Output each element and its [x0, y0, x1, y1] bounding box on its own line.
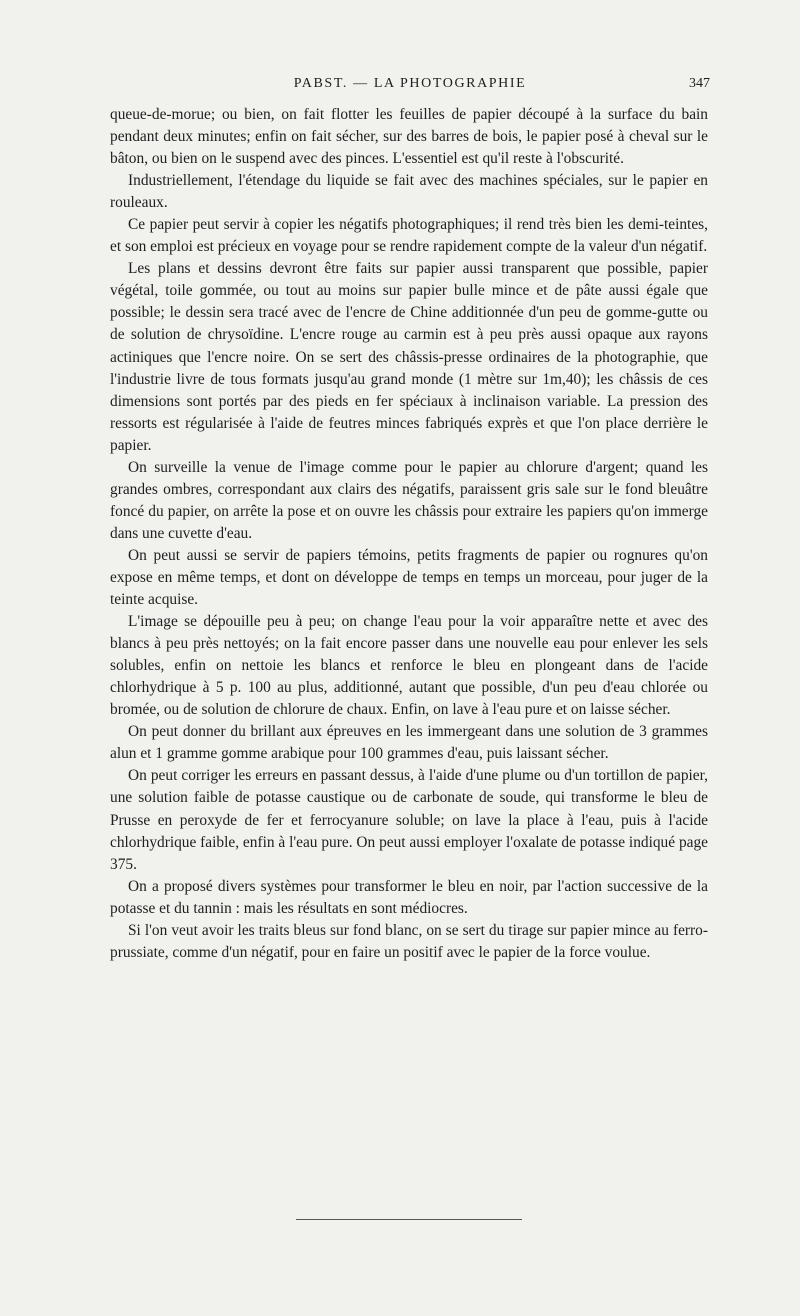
running-title: PABST. — LA PHOTOGRAPHIE [293, 76, 527, 91]
page-number: 347 [689, 76, 710, 91]
paragraph: queue-de-morue; ou bien, on fait flotter les feuilles de papier découpé à la surface du bain pendant deux minutes; enfin on fait sécher, sur des barres de bois, le papier posé à cheval sur le bâton, ou bien on le suspend avec des pinces. L'essentiel est qu'il reste à l'obscurité. [110, 106, 708, 168]
paragraph: Industriellement, l'étendage du liquide se fait avec des machines spéciales, sur le papier en rouleaux. [110, 172, 708, 212]
paragraph: L'image se dépouille peu à peu; on change l'eau pour la voir apparaître nette et avec des blancs à peu près nettoyés; on la fait encore passer dans une nouvelle eau pour enlever les sels solubles, enfin on nettoie les blancs et renforce le bleu en plongeant dans de l'acide chlorhydrique à 5 p. 100 au plus, additionné, autant que possible, d'un peu d'eau chlorée ou bromée, ou de solution de chlorure de chaux. Enfin, on lave à l'eau pure et on laisse sécher. [110, 613, 708, 719]
paragraph: Si l'on veut avoir les traits bleus sur fond blanc, on se sert du tirage sur papier mince au ferro-prussiate, comme d'un négatif, pour en faire un positif avec le papier de la force voulue. [110, 921, 708, 961]
paragraph: On peut corriger les erreurs en passant dessus, à l'aide d'une plume ou d'un tortillon de papier, une solution faible de potasse caustique ou de carbonate de soude, qui transforme le bleu de Prusse en peroxyde de fer et ferrocyanure soluble; on lave la place à l'eau, puis à l'acide chlorhydrique faible, enfin à l'eau pure. On peut aussi employer l'oxalate de potasse indiqué page 375. [110, 767, 708, 873]
paragraph: On peut donner du brillant aux épreuves en les immergeant dans une solution de 3 grammes alun et 1 gramme gomme arabique pour 100 grammes d'eau, puis laissant sécher. [110, 723, 708, 763]
section-divider [296, 1219, 522, 1220]
paragraph: On surveille la venue de l'image comme pour le papier au chlorure d'argent; quand les grandes ombres, correspondant aux clairs des négatifs, paraissent gris sale sur le fond bleuâtre foncé du papier, on arrête la pose et on ouvre les châssis pour extraire les papiers qu'on immerge dans une cuvette d'eau. [110, 458, 708, 542]
paragraph: On a proposé divers systèmes pour transformer le bleu en noir, par l'action successive de la potasse et du tannin : mais les résultats en sont médiocres. [110, 877, 708, 917]
paragraph: Ce papier peut servir à copier les négatifs photographiques; il rend très bien les demi-teintes, et son emploi est précieux en voyage pour se rendre rapidement compte de la valeur d'un négatif. [110, 216, 708, 256]
paragraph: On peut aussi se servir de papiers témoins, petits fragments de papier ou rognures qu'on expose en même temps, et dont on développe de temps en temps un morceau, pour juger de la teinte acquise. [110, 546, 708, 609]
page-header [110, 76, 710, 96]
paragraph: Les plans et dessins devront être faits sur papier aussi transparent que possible, papier végétal, toile gommée, ou tout au moins sur papier bulle mince et de pâte aussi égale que possible; le dessin sera tracé avec de l'encre de Chine additionnée d'un peu de gomme-gutte ou de solution de chrysoïdine. L'encre rouge au carmin est à peu près aussi opaque aux rayons actiniques que l'encre noire. On se sert des châssis-presse ordinaires de la photographie, que l'industrie livre de tous formats jusqu'au grand monde (1 mètre sur 1m,40); les châssis de ces dimensions sont portés par des pieds en fer spéciaux à inclinaison variable. La pression des ressorts est régularisée à l'aide de feutres minces fabriqués exprès et que l'on place derrière le papier. [110, 260, 708, 454]
body-text [110, 104, 708, 964]
